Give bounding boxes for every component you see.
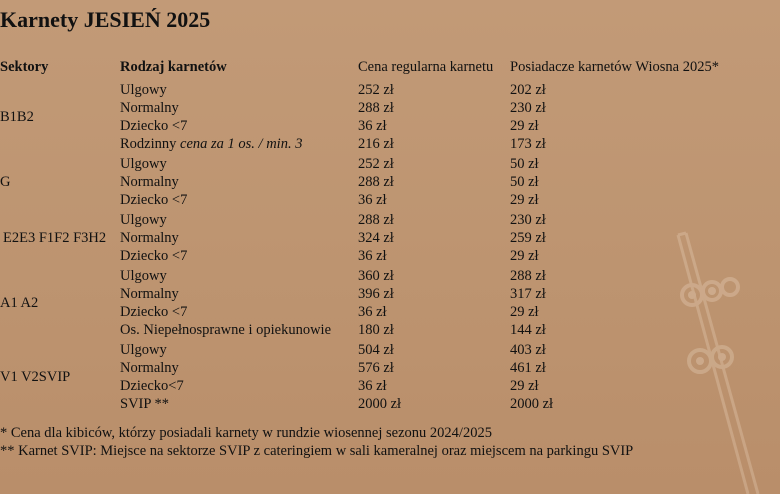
regular-price: 252 zł — [358, 82, 394, 98]
regular-price: 36 zł — [358, 304, 387, 320]
ticket-type: Normalny — [120, 100, 179, 116]
regular-price: 252 zł — [358, 156, 394, 172]
ticket-type: Dziecko <7 — [120, 304, 188, 320]
regular-price: 576 zł — [358, 360, 394, 376]
holders-price: 29 zł — [510, 192, 539, 208]
holders-price: 50 zł — [510, 174, 539, 190]
regular-price: 36 zł — [358, 192, 387, 208]
regular-price: 396 zł — [358, 286, 394, 302]
ticket-type: Normalny — [120, 360, 179, 376]
ticket-type: Dziecko <7 — [120, 248, 188, 264]
regular-price: 36 zł — [358, 118, 387, 134]
ticket-type: Dziecko <7 — [120, 192, 188, 208]
holders-price: 29 zł — [510, 118, 539, 134]
column-header-ticket-type: Rodzaj karnetów — [120, 59, 227, 75]
ticket-type: Dziecko<7 — [120, 378, 184, 394]
table-row — [0, 153, 750, 173]
ticket-type: Ulgowy — [120, 212, 167, 228]
sector-label: E2E3 F1F2 F3H2 — [3, 230, 107, 246]
column-header-spring-holders-price: Posiadacze karnetów Wiosna 2025* — [510, 59, 719, 75]
regular-price: 324 zł — [358, 230, 394, 246]
page-title: Karnety JESIEŃ 2025 — [0, 7, 211, 32]
ticket-type-note: cena za 1 os. / min. 3 — [180, 136, 303, 152]
footnote-spring-holders: * Cena dla kibiców, którzy posiadali karnety w rundzie wiosennej sezonu 2024/2025 — [0, 425, 492, 441]
sector-label: G — [0, 174, 11, 190]
ticket-type: Dziecko <7 — [120, 118, 188, 134]
regular-price: 216 zł — [358, 136, 394, 152]
holders-price: 29 zł — [510, 378, 539, 394]
holders-price: 230 zł — [510, 100, 546, 116]
holders-price: 317 zł — [510, 286, 546, 302]
ticket-type: Normalny — [120, 174, 179, 190]
sector-label: V1 V2SVIP — [0, 369, 71, 385]
footnotes — [0, 424, 633, 460]
ticket-type: Rodzinny — [120, 136, 177, 152]
holders-price: 173 zł — [510, 136, 546, 152]
holders-price: 403 zł — [510, 342, 546, 358]
holders-price: 461 zł — [510, 360, 546, 376]
regular-price: 288 zł — [358, 100, 394, 116]
table-row — [0, 209, 750, 229]
holders-price: 288 zł — [510, 268, 546, 284]
table-row — [0, 339, 750, 359]
regular-price: 288 zł — [358, 212, 394, 228]
regular-price: 36 zł — [358, 248, 387, 264]
regular-price: 288 zł — [358, 174, 394, 190]
ticket-type-cell — [120, 135, 358, 153]
table-header-row — [0, 57, 750, 79]
ticket-type: Ulgowy — [120, 268, 167, 284]
season-ticket-price-table — [0, 57, 750, 413]
table-row — [0, 265, 750, 285]
regular-price: 180 zł — [358, 322, 394, 338]
ticket-type: SVIP ** — [120, 396, 170, 412]
holders-price: 230 zł — [510, 212, 546, 228]
table-row — [0, 79, 750, 99]
ticket-type: Ulgowy — [120, 82, 167, 98]
ticket-type: Normalny — [120, 286, 179, 302]
sector-label: B1B2 — [0, 109, 34, 125]
regular-price: 360 zł — [358, 268, 394, 284]
holders-price: 2000 zł — [510, 396, 554, 412]
holders-price: 50 zł — [510, 156, 539, 172]
column-header-sectors: Sektory — [0, 59, 49, 75]
regular-price: 2000 zł — [358, 396, 402, 412]
footnote-svip: ** Karnet SVIP: Miejsce na sektorze SVIP z cateringiem w sali kameralnej oraz miejscem na parkingu SVIP — [0, 443, 634, 459]
ticket-type: Os. Niepełnosprawne i opiekunowie — [120, 322, 332, 338]
sector-label: A1 A2 — [0, 295, 39, 311]
regular-price: 504 zł — [358, 342, 394, 358]
regular-price: 36 zł — [358, 378, 387, 394]
ticket-type: Normalny — [120, 230, 179, 246]
holders-price: 144 zł — [510, 322, 546, 338]
holders-price: 29 zł — [510, 248, 539, 264]
column-header-regular-price: Cena regularna karnetu — [358, 59, 494, 75]
holders-price: 202 zł — [510, 82, 546, 98]
ticket-type: Ulgowy — [120, 156, 167, 172]
holders-price: 29 zł — [510, 304, 539, 320]
ticket-type: Ulgowy — [120, 342, 167, 358]
holders-price: 259 zł — [510, 230, 546, 246]
